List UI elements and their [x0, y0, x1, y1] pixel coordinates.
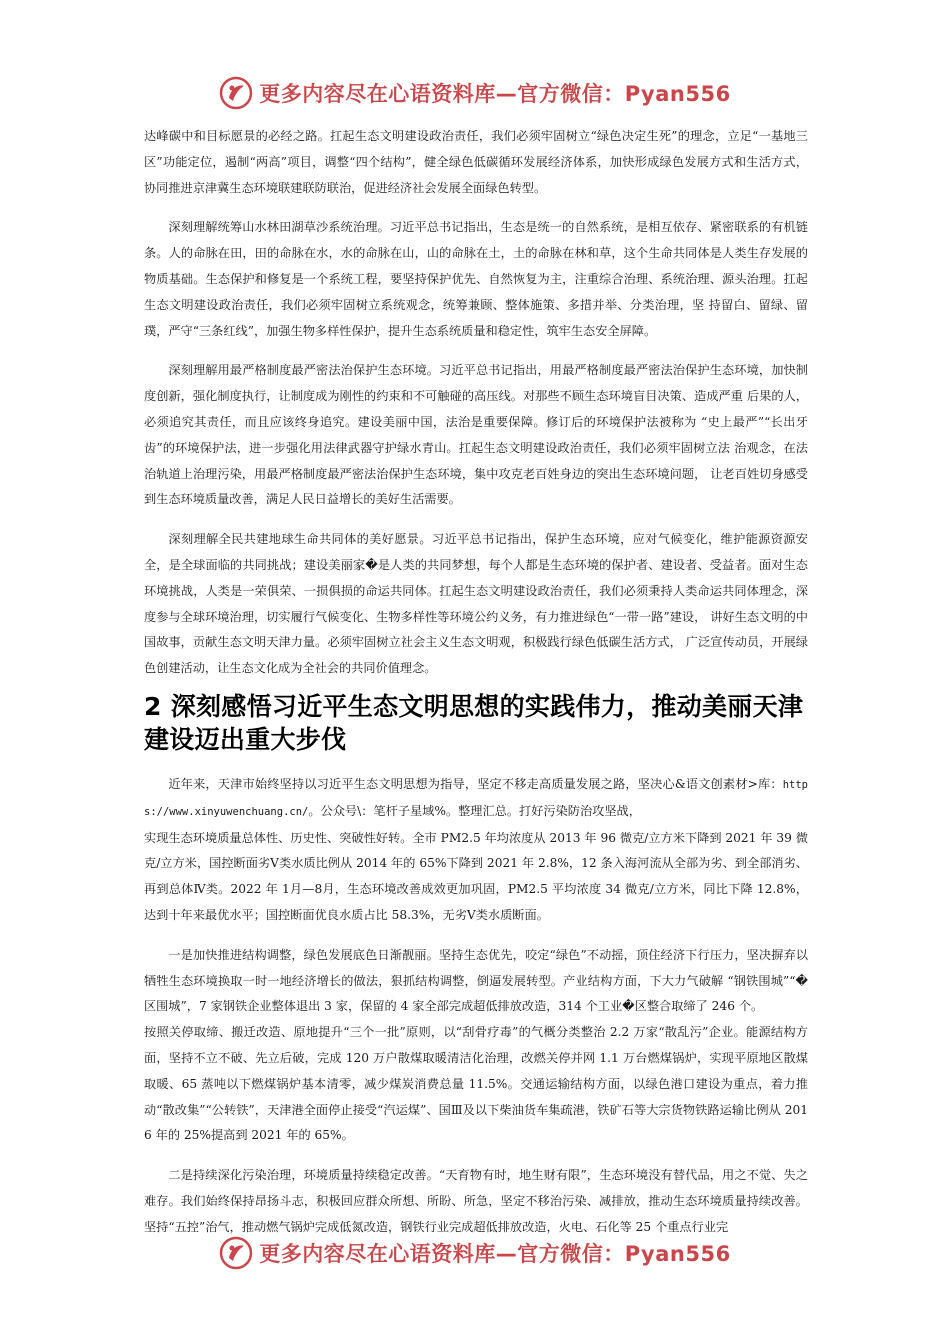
intro-text-b: 。公众号\：笔杆子星域%。整理汇总。打好污染防治攻坚战， [308, 803, 641, 818]
paragraph-rule-of-law: 深刻理解用最严格制度最严密法治保护生态环境。习近平总书记指出，用最严格制度最严密法治保护生态环境，加快制度创新，强化制度执行，让制度成为刚性的约束和不可触碰的高压线。对那些不顾生态环境盲目决策、造成严重 后果的人，必须追究其责任，而且应该终身追究。建设美丽中国，法治是重要保障。修订后的环境保护法被称为 “史上最严”“长出牙齿”的环境保护法，进一步强化用法律武器守护绿水青山。扛起生态文明建设政治责任，我们必须牢固树立法 治观念，在法治轨道上治理污染，用最严格制度最严密法治保护生态环境，集中攻克老百姓身边的突出生态环境问题， 让老百姓切身感受到生态环境质量改善，满足人民日益增长的美好生活需要。 [144, 363, 808, 507]
section-heading: 2 深刻感悟习近平生态文明思想的实践伟力，推动美丽天津建设迈出重大步伐 [144, 691, 804, 754]
source-url: https://www.xinyuwenchuang.cn/ [144, 778, 808, 818]
paragraph-intro [144, 772, 808, 826]
header-banner [0, 73, 950, 113]
paragraph-global-community: 深刻理解全民共建地球生命共同体的美好愿景。习近平总书记指出，保护生态环境，应对气候变化，维护能源资源安全，是全球面临的共同挑战；建设美丽家�是人类的共同梦想，每个人都是生态环境的保护者、建设者、受益者。面对生态环境挑战，人类是一荣俱荣、一损俱损的命运共同体。扛起生态文明建设政治责任，我们必须秉持人类命运共同体理念，深度参与全球环境治理，切实履行气候变化、生物多样性等环境公约义务，有力推进绿色“一带一路”建设， 讲好生态文明的中国故事，贡献生态文明天津力量。必须牢固树立社会主义生态文明观，积极践行绿色低碳生活方式， 广泛宣传动员，开展绿色创建活动，让生态文化成为全社会的共同价值理念。 [144, 532, 808, 676]
paragraph-pollution: 二是持续深化污染治理，环境质量持续稳定改善。“天育物有时，地生财有限”，生态环境没有替代品，用之不觉、失之难存。我们始终保持昂扬斗志，积极回应群众所想、所盼、所急，坚定不移治污染、减排放，推动生态环境质量持续改善。坚持“五控”治气，推动燃气锅炉完成低氮改造，钢铁行业完成超低排放改造，火电、石化等 25 个重点行业完 [144, 1168, 808, 1234]
logo-icon [219, 1236, 253, 1270]
paragraph-structure-cont: 按照关停取缔、搬迁改造、原地提升“三个一批”原则，以“刮骨疗毒”的气概分类整治 2.2 万家“散乱污”企业。能源结构方面，坚持不立不破、先立后破，完成 120 万户散煤取暖清洁化治理，改燃关停并网 1.1 万台燃煤锅炉，实现平原地区散煤取暖、65 蒸吨以下燃煤锅炉基本清零，减少煤炭消费总量 11.5%。交通运输结构方面，以绿色港口建设为重点，着力推动“散改集”“公转铁”，天津港全面停止接受“汽运煤”、国Ⅲ及以下柴油货车集疏港，铁矿石等大宗货物铁路运输比例从 2016 年的 25%提高到 2021 年的 65%。 [144, 1025, 808, 1143]
banner-text: 更多内容尽在心语资料库—官方微信：Pyan556 [259, 1242, 731, 1266]
banner-text: 更多内容尽在心语资料库—官方微信：Pyan556 [259, 82, 731, 106]
paragraph-carbon: 达峰碳中和目标愿景的必经之路。扛起生态文明建设政治责任，我们必须牢固树立“绿色决定生死”的理念，立足“一基地三区”功能定位，遏制“两高”项目，调整“四个结构”，健全绿色低碳循环发展经济体系，加快形成绿色发展方式和生活方式，协同推进京津冀生态环境联建联防联治，促进经济社会发展全面绿色转型。 [144, 129, 808, 195]
paragraph-structure: 一是加快推进结构调整，绿色发展底色日渐靓丽。坚持生态优先，咬定“绿色”不动摇，顶住经济下行压力，坚决摒弃以牺牲生态环境换取一时一地经济增长的做法，狠抓结构调整，倒逼发展转型。产业结构方面，下大力气破解 “钢铁围城”“�区围城”，7 家钢铁企业整体退出 3 家，保留的 4 家全部完成超低排放改造，314 个工业�区整合取缔了 246 个。 [144, 947, 808, 1014]
logo-icon [219, 76, 253, 110]
document-body [144, 124, 808, 1254]
paragraph-system-governance: 深刻理解统筹山水林田湖草沙系统治理。习近平总书记指出，生态是统一的自然系统，是相互依存、紧密联系的有机链条。人的命脉在田，田的命脉在水，水的命脉在山，山的命脉在土，土的命脉在林和草，这个生命共同体是人类生存发展的物质基础。生态保护和修复是一个系统工程，要坚持保护优先、自然恢复为主，注重综合治理、系统治理、源头治理。扛起生态文明建设政治责任，我们必须牢固树立系统观念，统筹兼顾、整体施策、多措并举、分类治理，坚 持留白、留绿、留璞，严守“三条红线”，加强生物多样性保护，提升生态系统质量和稳定性，筑牢生态安全屏障。 [144, 220, 808, 338]
footer-banner [0, 1233, 950, 1273]
paragraph-air-quality: 实现生态环境质量总体性、历史性、突破性好转。全市 PM2.5 年均浓度从 2013 年 96 微克/立方米下降到 2021 年 39 微克/立方米，国控断面劣Ⅴ类水质比例从 2014 年的 65%下降到 2021 年 2.8%，12 条入海河流从全部为劣、到全部消劣、再到总体Ⅳ类。2022 年 1月—8月，生态环境改善成效更加巩固，PM2.5 平均浓度 34 微克/立方米，同比下降 12.8%，达到十年来最优水平；国控断面优良水质占比 58.3%，无劣Ⅴ类水质断面。 [144, 830, 808, 922]
intro-text-a: 近年来，天津市始终坚持以习近平生态文明思想为指导，坚定不移走高质量发展之路，坚决心&语文创素材>库： [168, 776, 783, 791]
